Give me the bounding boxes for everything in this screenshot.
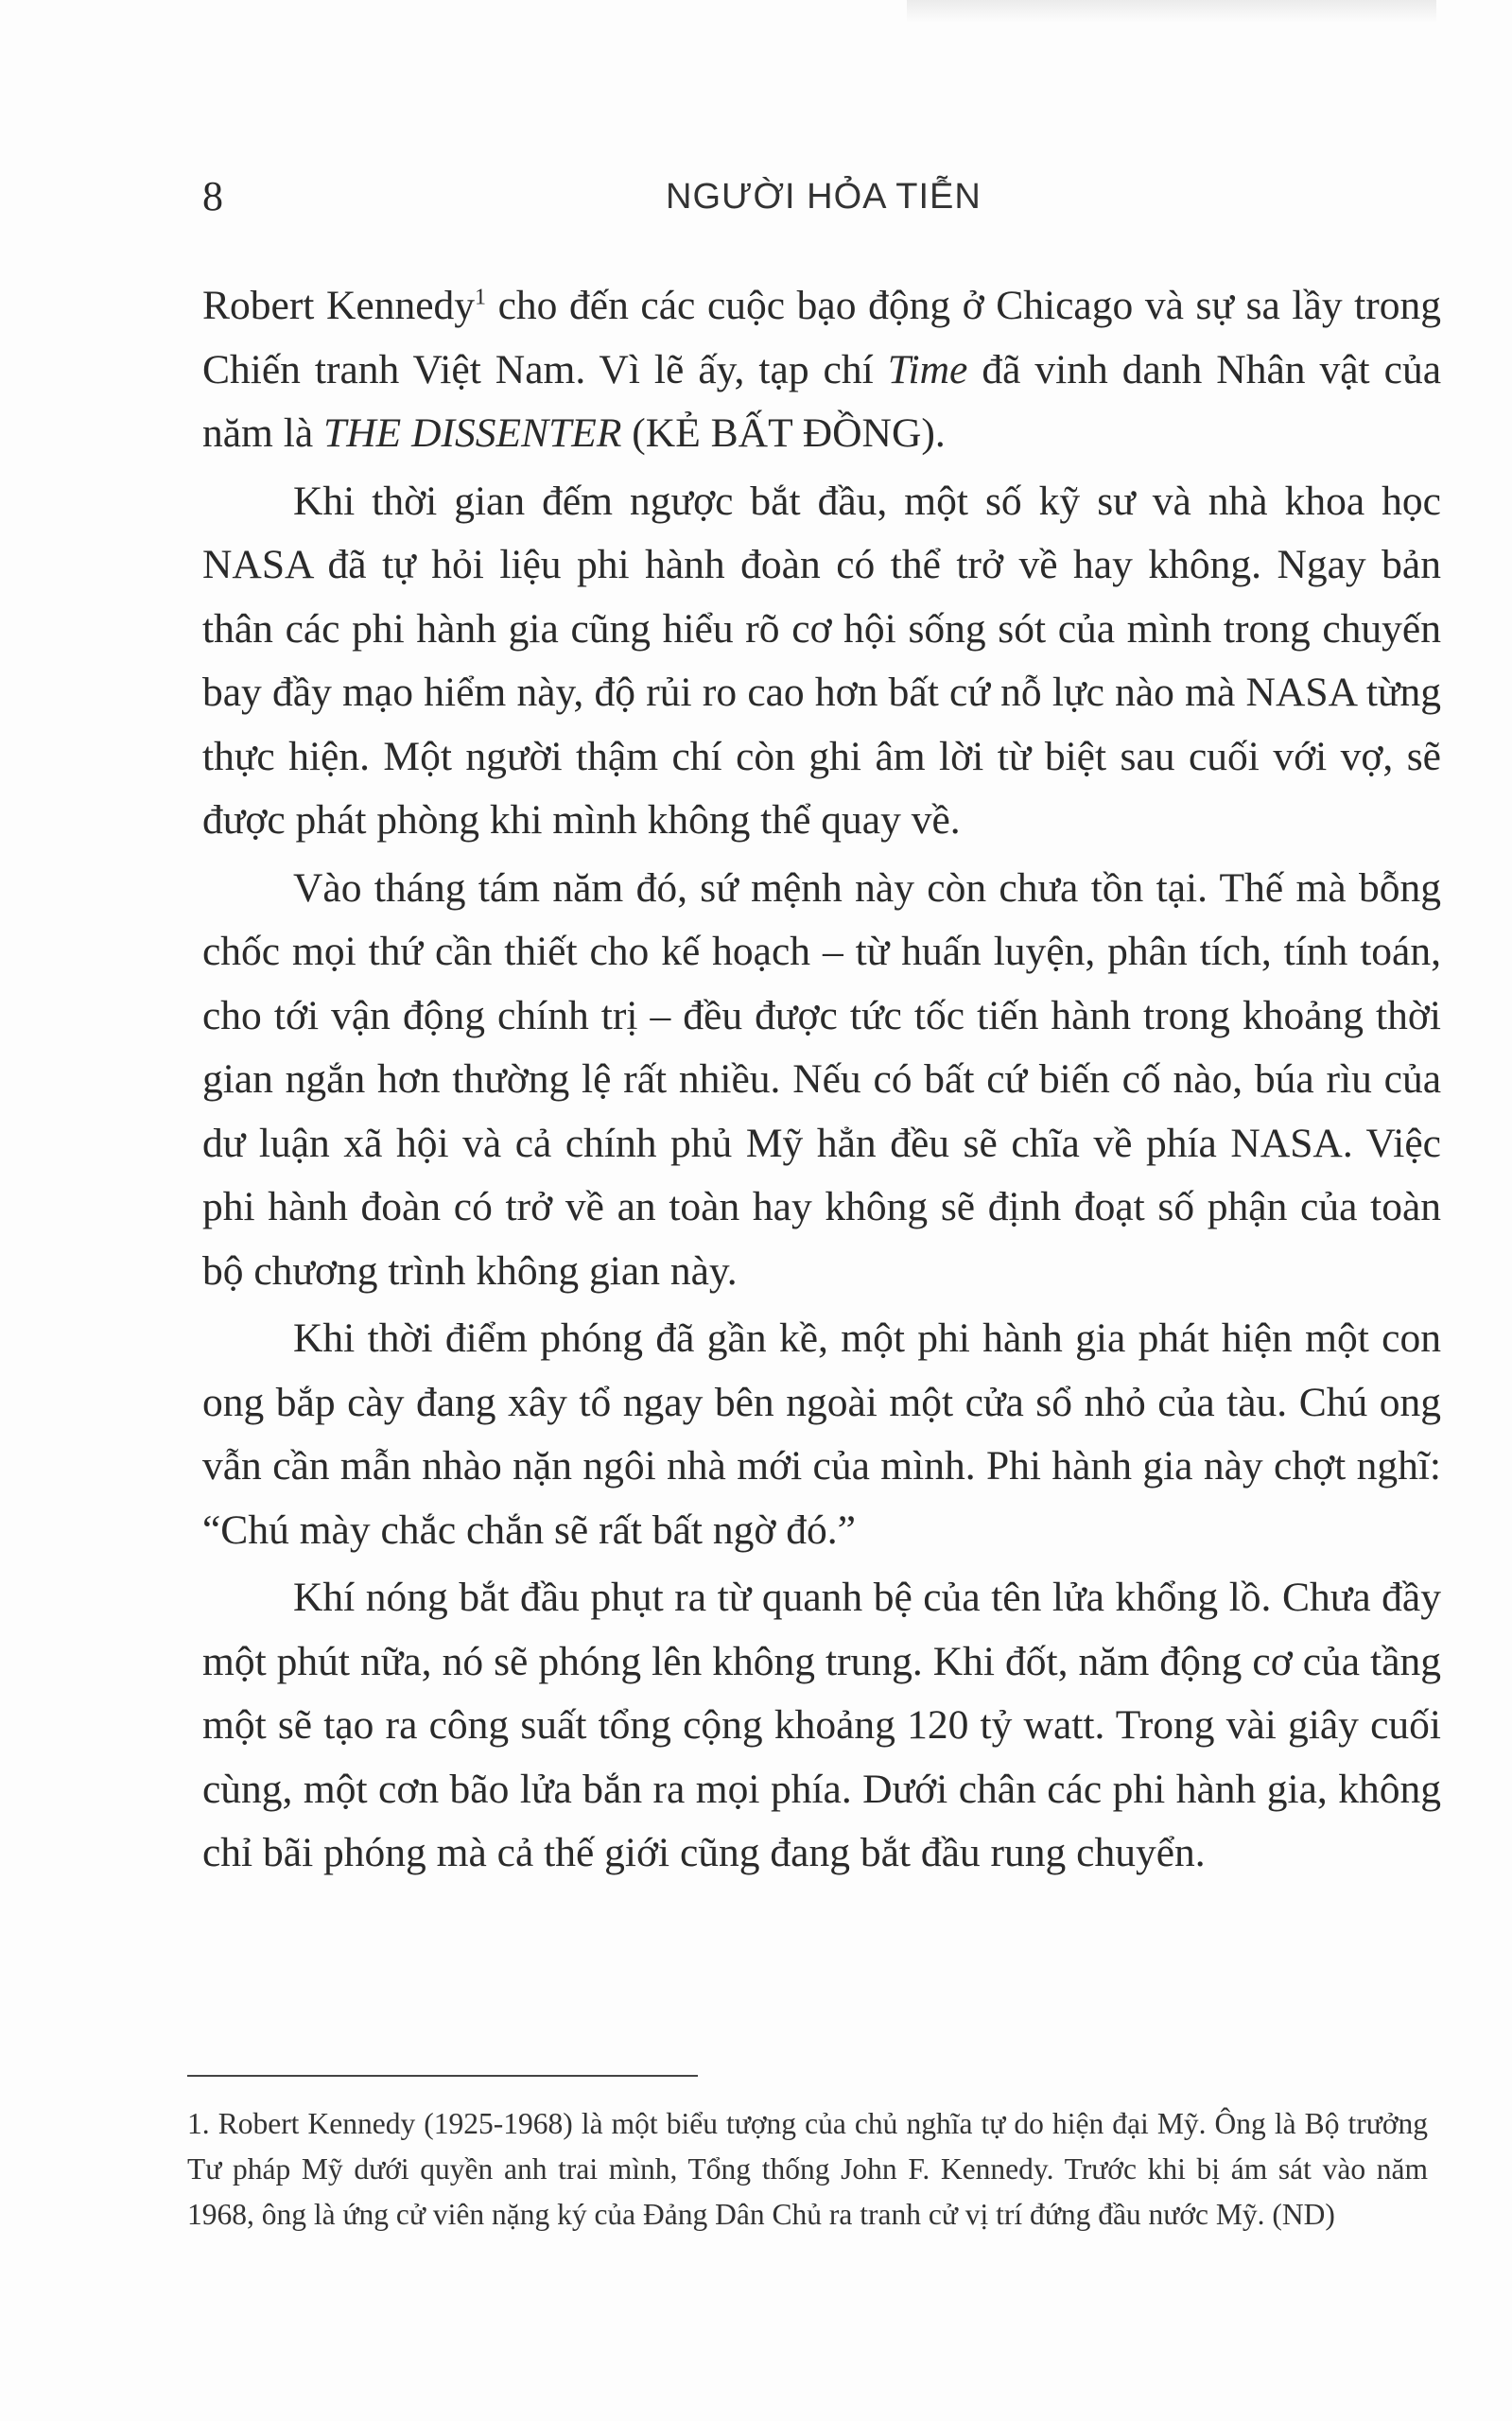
footnotes (187, 2101, 1428, 2238)
paragraph-1-text-a: Robert Kennedy (202, 283, 476, 328)
paragraph-2: Khi thời gian đếm ngược bắt đầu, một số kỹ sư và nhà khoa học NASA đã tự hỏi liệu phi hành đoàn có thể trở về hay không. Ngay bản thân các phi hành gia cũng hiểu rõ cơ hội sống sót của mình trong chuyến bay đầy mạo hiểm này, độ rủi ro cao hơn bất cứ nỗ lực nào mà NASA từng thực hiện. Một người thậm chí còn ghi âm lời từ biệt sau cuối với vợ, sẽ được phát phòng khi mình không thể quay về. (202, 478, 1441, 843)
magazine-title: Time (887, 346, 968, 392)
footnote-divider (187, 2075, 698, 2077)
paragraph-4: Khi thời điểm phóng đã gần kề, một phi hành gia phát hiện một con ong bắp cày đang xây tổ ngay bên ngoài một cửa sổ nhỏ của tàu. Chú ong vẫn cần mẫn nhào nặn ngôi nhà mới của mình. Phi hành gia này chợt nghĩ: “Chú mày chắc chắn sẽ rất bất ngờ đó.” (202, 1315, 1441, 1553)
page-header (202, 168, 1432, 225)
paragraph-3: Vào tháng tám năm đó, sứ mệnh này còn chưa tồn tại. Thế mà bỗng chốc mọi thứ cần thiết cho kế hoạch – từ huấn luyện, phân tích, tính toán, cho tới vận động chính trị – đều được tức tốc tiến hành trong khoảng thời gian ngắn hơn thường lệ rất nhiều. Nếu có bất cứ biến cố nào, búa rìu của dư luận xã hội và cả chính phủ Mỹ hẳn đều sẽ chĩa về phía NASA. Việc phi hành đoàn có trở về an toàn hay không sẽ định đoạt số phận của toàn bộ chương trình không gian này. (202, 864, 1441, 1294)
paragraph-1-text-d: (KẺ BẤT ĐỒNG). (621, 410, 946, 456)
running-title: NGƯỜI HỎA TIỄN (666, 177, 982, 217)
paragraph-1-text-c: đã vinh danh Nhân vật của năm là (202, 346, 1442, 456)
paragraph-1-text-b: cho đến các cuộc bạo động ở Chicago và sự sa lầy trong Chiến tranh Việt Nam. Vì lẽ ấy, tạp chí (202, 283, 1441, 392)
footnote-1: 1. Robert Kennedy (1925-1968) là một biểu tượng của chủ nghĩa tự do hiện đại Mỹ. Ông là Bộ trưởng Tư pháp Mỹ dưới quyền anh trai mình, Tổng thống John F. Kennedy. Trước khi bị ám sát vào năm 1968, ông là ứng cử viên nặng ký của Đảng Dân Chủ ra tranh cử vị trí đứng đầu nước Mỹ. (ND) (187, 2107, 1428, 2231)
scan-shadow (907, 0, 1436, 23)
footnote-marker: 1 (475, 285, 487, 310)
paragraph-5: Khí nóng bắt đầu phụt ra từ quanh bệ của tên lửa khổng lồ. Chưa đầy một phút nữa, nó sẽ phóng lên không trung. Khi đốt, năm động cơ của tầng một sẽ tạo ra công suất tổng cộng khoảng 120 tỷ watt. Trong vài giây cuối cùng, một cơn bão lửa bắn ra mọi phía. Dưới chân các phi hành gia, không chỉ bãi phóng mà cả thế giới cũng đang bắt đầu rung chuyển. (202, 1575, 1441, 1875)
page-number: 8 (202, 173, 223, 219)
person-of-year-title: THE DISSENTER (323, 410, 622, 456)
body-text (202, 274, 1441, 1890)
paragraph-1 (202, 274, 1441, 466)
